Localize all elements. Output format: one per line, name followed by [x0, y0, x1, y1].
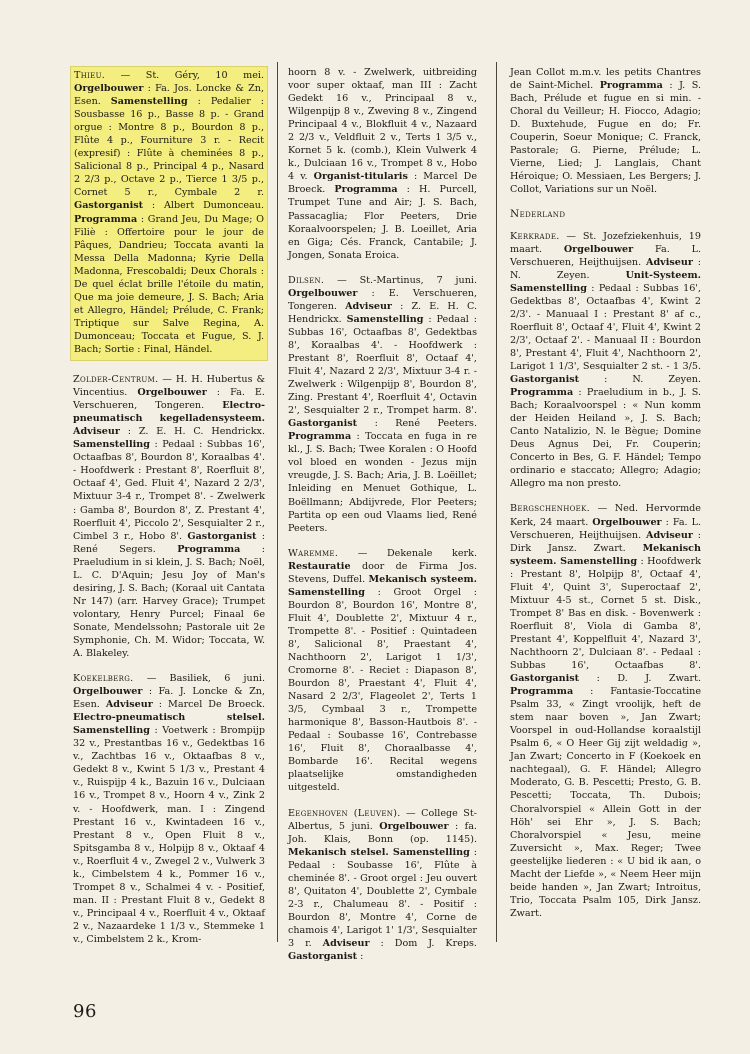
column-divider	[277, 62, 278, 942]
recital-entry	[510, 66, 701, 196]
entry-text: — Dekenale kerk.	[338, 547, 477, 559]
entry-text: : N. Zeyen.	[579, 374, 701, 386]
entry-field-label: Orgelbouwer	[592, 516, 662, 528]
highlighted-recital-entry	[70, 66, 268, 361]
page-number: 96	[73, 1001, 97, 1022]
entry-text: : D. J. Zwart.	[579, 673, 701, 685]
entry-text: — Ned. Hervormde Kerk, 24 maart.	[510, 503, 701, 528]
entry-text: : H. Purcell, Trumpet Tune and Air; J. S. Bach, Passacaglia; Flor Peeters, Drie Koraalvoorspelen; J. B. Loeillet, Aria en Giga; Cés. Franck, Cantabile; J. Jongen, Sonata Eroica.	[288, 184, 477, 261]
entry-text: : Groot Orgel : Bourdon 8', Bourdon 16', Montre 8', Fluit 4', Doublette 2', Mixtuur 4 r., Trompette 8'. - Positief : Quintadeen 8', Salicional 8', Praestant 4', Nachthoorn 2', Larigot 1 1/3', Cromorne 8'. - Reciet : Diapason 8', Bourdon 8', Praestant 4', Fluit 4', Nasard 2 2/3', Flageolet 2', Terts 1 3/5, Cymbaal 3 r., Trompette harmonique 8', Basson-Hautbois 8'. - Pedaal : Soubasse 16', Contrebasse 16', Fluit 8', Choraalbasse 4', Bombarde 16'. Recital wegens plaatselijke omstandigheden uitgesteld.	[288, 586, 477, 794]
entry-text: : Fa. Jos. Loncke & Zn, Esen.	[74, 83, 264, 108]
entry-location: Koekelberg.	[73, 673, 134, 685]
entry-location: Dilsen.	[288, 274, 325, 286]
entry-field-label: Programma	[510, 387, 574, 399]
entry-text: : Marcel De Broeck.	[152, 699, 266, 711]
entry-text: : René Peeters.	[357, 418, 477, 430]
entry-text: Fa. L. Verschueren, Heijthuijsen.	[510, 243, 701, 268]
entry-text: : Albert Dumonceau.	[143, 200, 264, 212]
entry-field-label: Gastorganist	[510, 673, 580, 685]
entry-text: : J. S. Bach, Prélude et fugue en si min. - Choral du Veilleur; H. Fiocco, Adagio; D. Buxtehude, Fugue en do; Fr. Couperin, Soeur Monique; C. Franck, Pastorale; G. Pierne, Prélude; L. Vierne, Lied; J. Langlais, Chant Héroique; O. Messiaen, Les Bergers; J. Collot, Variations sur un Noël.	[510, 80, 702, 196]
entry-text: : Pedalier : Sousbasse 16 p., Basse 8 p. - Grand orgue : Montre 8 p., Bourdon 8 p., Flûte 4 p., Fourniture 3 r. - Recit (expresif) : Flûte à cheminées 8 p., Salicional 8 p., Principal 4 p., Nasard 2 2/3 p., Octave 2 p., Tierce 1 3/5 p., Cornet 5 r., Cymbale 2 r.	[74, 96, 264, 199]
entry-text: — H. H. Hubertus & Vincentius.	[73, 374, 265, 399]
entry-field-label: Gastorganist	[288, 418, 358, 430]
entry-text: : Pedaal : Soubasse 16', Flûte à cheminée 8'. - Groot orgel : Jeu ouvert 8', Quitaton 4', Doublette 2', Cymbale 2-3 r., Chalumeau 8'. - Positif : Bourdon 8', Montre 4', Corne de chamois 4', Larigot 1' 1/3', Sesquialter 3 r.	[288, 846, 477, 949]
entry-text: : Z. E. H. C. Hendrickx.	[288, 300, 477, 325]
entry-text: : Voetwerk : Brompijp 32 v., Prestantbas 16 v., Gedektbas 16 v., Zachtbas 16 v., Oktaafbas 8 v., Gedekt 8 v., Kwint 5 1/3 v., Prestant 4 v., Ruispijp 4 k., Bazuin 16 v., Dulciaan 16 v., Trompet 8 v., Hoorn 4 v., Zink 2 v. - Hoofdwerk, man. I : Zingend Prestant 16 v., Kwintadeen 16 v., Prestant 8 v., Open Fluit 8 v., Spitsgamba 8 v., Holpijp 8 v., Oktaaf 4 v., Roerfluit 4 v., Zwegel 2 v., Vulwerk 3 k., Cimbelstem 4 k., Pommer 16 v., Trompet 8 v., Schalmei 4 v. - Positief, man. II : Prestant Fluit 8 v., Gedekt 8 v., Principaal 4 v., Roerfluit 4 v., Oktaaf 2 v., Nazaardeke 1 1/3 v., Stemmeke 1 v., Cimbelstem 2 k., Krom-	[73, 725, 265, 945]
entry-text: — College St-Albertus, 5 juni.	[288, 807, 477, 832]
entry-field-label: Unit-Systeem. Samenstelling	[510, 269, 701, 294]
entry-text: : Grand Jeu, Du Mage; O Filiè : Offertoire pour le jour de Pâques, Dandrieu; Toccata avanti la Messa Della Madonna; Kyrie Della Madonna, Frescobaldi; Deux Chorals : De quel éclat brille l'étoile du matin, Que ma joie demeure, J. S. Bach; Aria et Allegro, Händel; Prélude, C. Frank; Triptique sur Salve Regina, A. Dumonceau; Toccata et Fugue, S. J. Bach; Sortie : Final, Händel.	[74, 213, 264, 355]
entry-text: : Fa. E. Verschueren, Tongeren.	[73, 387, 265, 412]
entry-field-label: Mekanisch systeem. Samenstelling	[510, 542, 701, 567]
entry-text: — Basiliek, 6 juni.	[133, 673, 265, 685]
entry-field-label: Samenstelling	[73, 439, 150, 451]
entry-text: hoorn 8 v. - Zwelwerk, uitbreiding voor super oktaaf, man III : Zacht Gedekt 16 v., Principaal 8 v., Wilgenpijp 8 v., Zweving 8 v., Zingend Principaal 4 v., Blokfluit 4 v., Nazaard 2 2/3 v., Veldfluit 2 v., Terts 1 3/5 v., Kornet 5 k. (comb.), Klein Vulwerk 4 k., Dulciaan 16 v., Trompet 8 v., Hobo 4 v.	[288, 67, 477, 183]
entry-text: door de Firma Jos. Stevens, Duffel.	[288, 560, 477, 585]
entry-text: — St. Jozefziekenhuis, 19 maart.	[510, 230, 701, 255]
entry-location: Thieu.	[74, 70, 106, 81]
entry-field-label: Orgelbouwer	[563, 243, 634, 255]
entry-location: Zolder-Centrum.	[73, 374, 159, 386]
recital-entry	[73, 373, 265, 660]
entry-field-label: Organist-titularis	[313, 171, 408, 183]
entry-field-label: Orgelbouwer	[379, 820, 449, 832]
section-heading: Nederland	[510, 208, 566, 221]
entry-field-label: Adviseur	[345, 300, 392, 312]
entry-text: — St. Géry, 10 mei.	[105, 70, 264, 81]
entry-field-label: Programma	[177, 543, 241, 555]
entry-field-label: Adviseur	[322, 938, 370, 949]
entry-text: : Hoofdwerk : Prestant 8', Holpijp 8', Octaaf 4', Fluit 4', Quint 3', Superoctaaf 2', Mixtuur 4-5 st., Cornet 5 st. Disk., Trompet 8' Bas en disk. - Bovenwerk : Roerfluit 8', Viola di Gamba 8', Prestant 4', Koppelfluit 4', Nazard 3', Nachthoorn 2', Dulciaan 8'. - Pedaal : Subbas 16', Octaafbas 8'.	[510, 555, 701, 672]
entry-location: Eegenhoven (Leuven).	[288, 807, 401, 819]
entry-text: : Dirk Jansz. Zwart.	[510, 529, 701, 554]
entry-field-label: Orgelbouwer	[73, 686, 143, 698]
column-divider	[496, 62, 497, 942]
entry-field-label: Gastorganist	[74, 200, 144, 212]
entry-text: : E. Verschueren, Tongeren.	[288, 287, 477, 312]
entry-field-label: Samenstelling	[110, 96, 188, 108]
entry-text: : Dom J. Kreps.	[369, 938, 477, 949]
entry-field-label: Gastorganist	[510, 374, 580, 386]
entry-text: : Fa. L. Verschueren, Heijthuijsen.	[510, 516, 701, 541]
entry-field-label: Electro-pneumatisch kegelladensysteem. Adviseur	[73, 400, 265, 438]
entry-text: Jean Collot m.m.v. les petits Chantres de Saint-Michel.	[510, 67, 701, 92]
entry-field-label: Orgelbouwer	[74, 83, 144, 95]
entry-text: : Pedaal : Subbas 16', Gedektbas 8', Octaafbas 4', Kwint 2 2/3'. - Manuaal I : Prestant 8' af c., Roerfluit 8', Octaaf 4', Fluit 4', Kwint 2 2/3', Octaaf 2'. - Manuaal II : Bourdon 8', Prestant 4', Fluit 4', Nachthoorn 2', Larigot 1 1/3', Sesquialter 2 st. - 1 3/5.	[510, 282, 701, 372]
entry-field-label: Mekanisch systeem. Samenstelling	[288, 573, 478, 598]
recital-entry	[510, 230, 701, 491]
entry-location: Waremme.	[288, 547, 339, 559]
entry-text: : fa. Joh. Klais, Bonn (op. 1145).	[288, 820, 477, 845]
entry-field-label: Mekanisch stelsel. Samenstelling	[288, 846, 470, 858]
entry-text: : Marcel De Broeck.	[288, 171, 477, 196]
entry-text: : Pedaal : Subbas 16', Octaafbas 8', Bourdon 8', Koraalbas 4'. - Hoofdwerk : Prestant 8', Roerfluit 8', Octaaf 4', Ged. Fluit 4', Nazard 2 2/3', Mixtuur 3-4 r., Trompet 8'. - Zwelwerk : Gamba 8', Bourdon 8', Z. Prestant 4', Roerfluit 4', Piccolo 2', Sesquialter 2 r., Cimbel 3 r., Hobo 8'.	[73, 439, 265, 542]
entry-field-label: Programma	[74, 213, 138, 225]
entry-text: : Fantasie-Toccatine Psalm 33, « Zingt vroolijk, heft de stem naar boven », Jan Zwart; Voorspel in oud-Hollandse koraalstijl Psalm 6, « O Heer Gij zijt weldadig », Jan Zwart; Concerto in F (Koekoek en nachtegaal), G. F. Händel; Allegro Moderato, G. B. Pescetti; Presto, G. B. Pescetti; Toccata, Th. Dubois; Choralvorspiel « Allein Gott in der Höh' sei Ehr », J. S. Bach; Choralvorspiel « Jesu, meine Zuversicht », Max. Reger; Twee geestelijke liederen : « U bid ik aan, o Macht der Liefde », « Neem Heer mijn beide handen », Jan Zwart; Introitus, Trio, Toccata Psalm 105, Dirk Jansz. Zwart.	[510, 686, 701, 919]
entry-text: : Fa. J. Loncke & Zn, Esen.	[73, 686, 265, 711]
entry-field-label: Electro-pneumatisch stelsel. Samenstelling	[73, 712, 265, 737]
entry-field-label: Adviseur	[105, 699, 153, 711]
recital-entry	[510, 502, 701, 920]
entry-location: Kerkrade.	[510, 230, 560, 242]
entry-field-label: Adviseur	[646, 256, 693, 268]
entry-field-label: Orgelbouwer	[288, 287, 358, 299]
recital-entry	[288, 807, 477, 964]
entry-location: Bergschenhoek.	[510, 503, 590, 515]
recital-entry	[73, 672, 265, 946]
entry-field-label: Programma	[288, 431, 352, 443]
entry-field-label: Restauratie	[288, 560, 351, 572]
column-left	[73, 66, 265, 958]
entry-field-label: Programma	[599, 80, 663, 92]
entry-field-label: Programma	[510, 686, 574, 698]
entry-text: : Z. E. H. C. Hendrickx.	[119, 426, 265, 438]
entry-text: : Praeludium in si klein, J. S. Bach; Noël, L. C. D'Aquin; Jesu Joy of Man's desiring, J. S. Bach; (Koraal uit Cantata Nr 147) (arr. Harvey Grace); Trumpet volontary, Henry Purcel; Finaal 6e Sonate, Mendelssohn; Pastorale uit 2e Symphonie, Ch. M. Widor; Toccata, W. A. Blakeley.	[73, 543, 265, 660]
recital-entry	[288, 274, 477, 535]
column-middle	[288, 66, 477, 975]
entry-text: :	[357, 951, 364, 963]
recital-entry	[288, 547, 477, 795]
entry-field-label: Samenstelling	[346, 313, 424, 325]
entry-text: : René Segers.	[73, 530, 265, 555]
entry-field-label: Adviseur	[646, 529, 693, 541]
entry-text: : Toccata en fuga in re kl., J. S. Bach; Twee Koralen : O Hoofd vol bloed en wonden - Jezus mijn vreugde, J. S. Bach; Aria, J. B. Loëillet; Inleiding en Menuet Gothique, L. Boëllmann; Abdijvrede, Flor Peeters; Partita op een oud Vlaams lied, René Peeters.	[288, 431, 477, 534]
entry-text: : N. Zeyen.	[510, 256, 701, 281]
column-right	[510, 66, 701, 932]
entry-field-label: Gastorganist	[288, 951, 358, 963]
entry-field-label: Programma	[334, 184, 398, 196]
entry-field-label: Orgelbouwer	[137, 387, 207, 399]
entry-field-label: Gastorganist	[187, 530, 257, 542]
recital-entry	[288, 66, 477, 262]
entry-text: — St.-Martinus, 7 juni.	[324, 274, 477, 286]
entry-text: : Pedaal : Subbas 16', Octaafbas 8', Gedektbas 8', Koraalbas 4'. - Hoofdwerk : Prestant 8', Roerfluit 8', Octaaf 4', Fluit 4', Nazard 2 2/3', Mixtuur 3-4 r. - Zwelwerk : Wilgenpijp 8', Bourdon 8', Zing. Prestant 4', Roerfluit 4', Octavin 2', Sesquialter 2 r., Trompet harm. 8'.	[288, 313, 477, 417]
entry-text: : Praeludium in b., J. S. Bach; Koraalvoorspel : « Nun komm der Heiden Heiland », J. S. Bach; Canto Natalizio, N. le Bègue; Domine Deus Agnus Dei, Fr. Couperin; Concerto in Bes, G. F. Händel; Tempo ordinario e staccato; Allegro; Adagio; Allegro ma non presto.	[510, 387, 701, 490]
